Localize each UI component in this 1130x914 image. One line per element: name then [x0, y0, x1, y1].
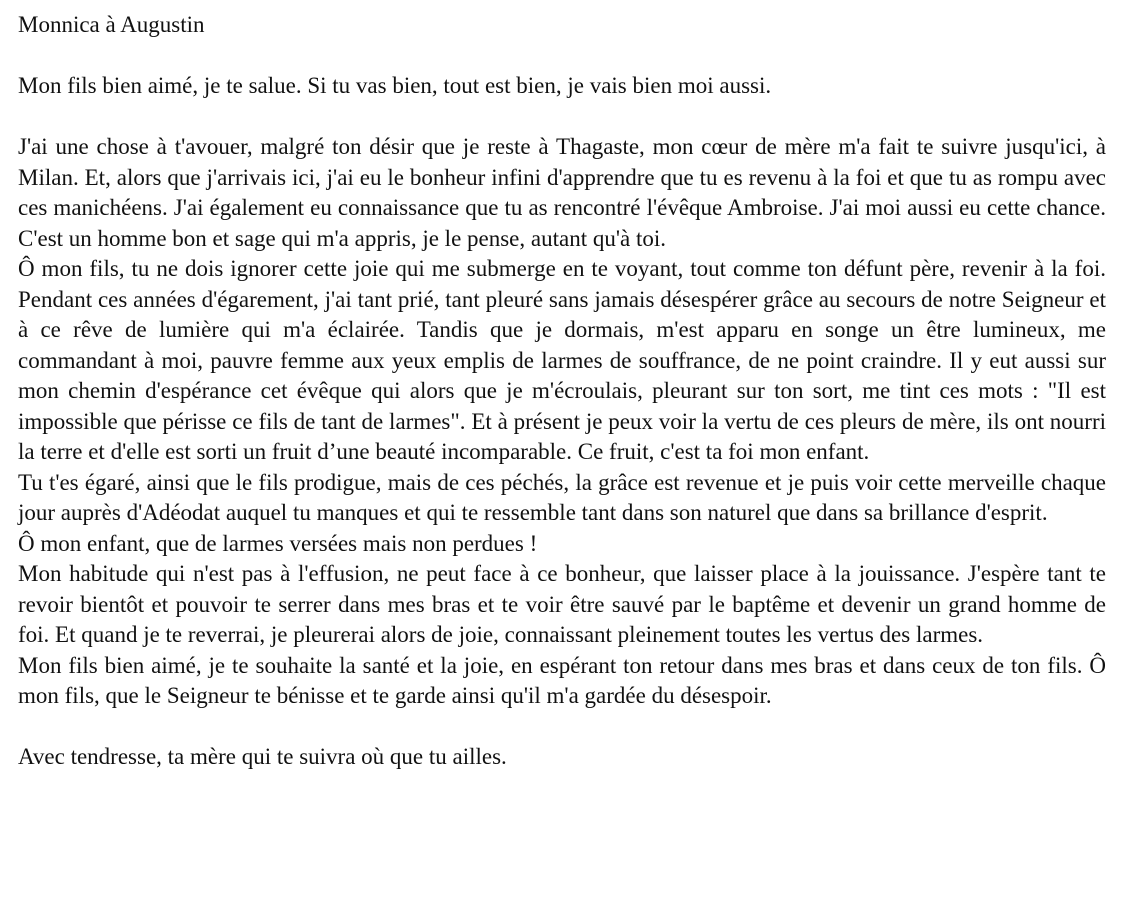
- letter-closing: Avec tendresse, ta mère qui te suivra où que tu ailles.: [18, 744, 507, 769]
- spacer: [18, 41, 1106, 72]
- spacer: [18, 712, 1106, 743]
- spacer: [18, 102, 1106, 133]
- letter-paragraph: Ô mon fils, tu ne dois ignorer cette joie qui me submerge en te voyant, tout comme ton défunt père, revenir à la foi. Pendant ces années d'égarement, j'ai tant prié, tant pleuré sans jamais désespérer grâce au secours de notre Seigneur et à ce rêve de lumière qui m'a éclairée. Tandis que je dormais, m'est apparu en songe un être lumineux, me commandant à moi, pauvre femme aux yeux emplis de larmes de souffrance, de ne point craindre. Il y eut aussi sur mon chemin d'espérance cet évêque qui alors que je m'écroulais, pleurant sur ton sort, me tint ces mots : "Il est impossible que périsse ce fils de tant de larmes". Et à présent je peux voir la vertu de ces pleurs de mère, ils ont nourri la terre et d'elle est sorti un fruit d’une beauté incomparable. Ce fruit, c'est ta foi mon enfant.: [18, 256, 1106, 464]
- letter-paragraph: J'ai une chose à t'avouer, malgré ton désir que je reste à Thagaste, mon cœur de mère m'a fait te suivre jusqu'ici, à Milan. Et, alors que j'arrivais ici, j'ai eu le bonheur infini d'apprendre que tu es revenu à la foi et que tu as rompu avec ces manichéens. J'ai également eu connaissance que tu as rencontré l'évêque Ambroise. J'ai moi aussi eu cette chance. C'est un homme bon et sage qui m'a appris, je le pense, autant qu'à toi.: [18, 134, 1106, 251]
- letter-heading: Monnica à Augustin: [18, 12, 205, 37]
- letter-paragraph: Ô mon enfant, que de larmes versées mais non perdues !: [18, 530, 538, 556]
- letter-paragraph: Mon fils bien aimé, je te souhaite la santé et la joie, en espérant ton retour dans mes bras et dans ceux de ton fils. Ô mon fils, que le Seigneur te bénisse et te garde ainsi qu'il m'a gardée du désespoir.: [18, 652, 1106, 708]
- letter-paragraph: Mon habitude qui n'est pas à l'effusion, ne peut face à ce bonheur, que laisser place à la jouissance. J'espère tant te revoir bientôt et pouvoir te serrer dans mes bras et te voir être sauvé par le baptême et devenir un grand homme de foi. Et quand je te reverrai, je pleurerai alors de joie, connaissant pleinement toutes les vertus des larmes.: [18, 561, 1106, 647]
- letter-paragraph: Tu t'es égaré, ainsi que le fils prodigue, mais de ces péchés, la grâce est revenue et je puis voir cette merveille chaque jour auprès d'Adéodat auquel tu manques et qui te ressemble tant dans son naturel que dans sa brillance d'esprit.: [18, 469, 1106, 525]
- letter-greeting: Mon fils bien aimé, je te salue. Si tu vas bien, tout est bien, je vais bien moi aussi.: [18, 73, 772, 98]
